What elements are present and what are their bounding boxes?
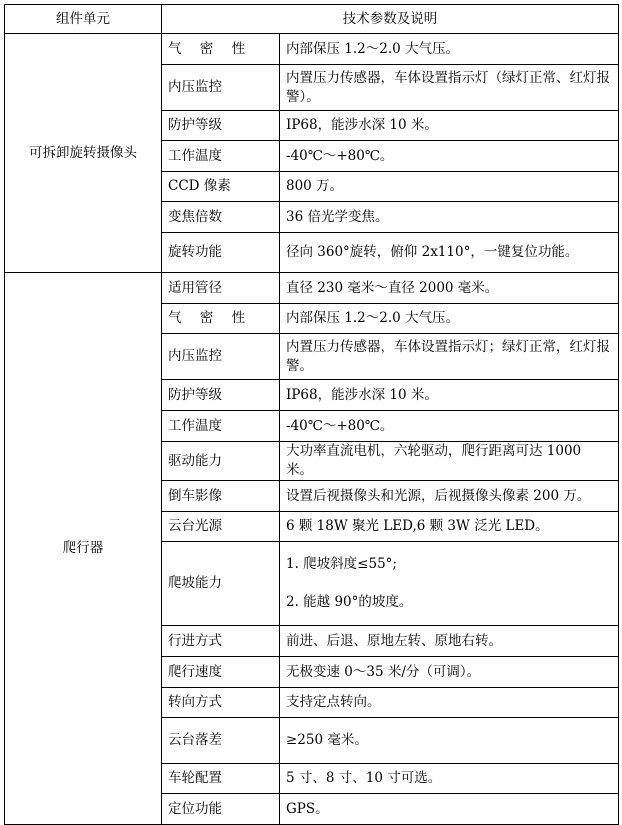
param-cell: 爬行速度: [162, 657, 280, 688]
param-cell: 旋转功能: [162, 233, 280, 273]
param-cell: 防护等级: [162, 111, 280, 141]
param-cell: 工作温度: [162, 141, 280, 172]
param-cell: 云台光源: [162, 512, 280, 542]
spec-table: [4, 4, 619, 825]
desc-cell: -40℃～+80℃。: [280, 141, 619, 172]
header-row: [5, 5, 619, 34]
param-cell: CCD 像素: [162, 172, 280, 202]
climb-item: 1. 爬坡斜度≤55°;: [286, 556, 397, 572]
desc-cell: IP68，能涉水深 10 米。: [280, 111, 619, 141]
header-spec: 技术参数及说明: [162, 5, 619, 34]
header-unit: 组件单元: [5, 5, 162, 34]
desc-cell: 800 万。: [280, 172, 619, 202]
desc-cell: 前进、后退、原地左转、原地右转。: [280, 626, 619, 657]
desc-cell: 设置后视摄像头和光源，后视摄像头像素 200 万。: [280, 481, 619, 512]
param-cell: 内压监控: [162, 334, 280, 380]
desc-cell: 内置压力传感器，车体设置指示灯（绿灯正常、红灯报警）。: [280, 65, 619, 111]
param-cell: 爬坡能力: [162, 542, 280, 626]
desc-cell: 36 倍光学变焦。: [280, 202, 619, 233]
param-cell: 驱动能力: [162, 442, 280, 481]
unit-crawler: 爬行器: [5, 273, 162, 825]
desc-cell: ≥250 毫米。: [280, 718, 619, 764]
desc-cell: 径向 360°旋转，俯仰 2x110°，一键复位功能。: [280, 233, 619, 273]
desc-cell: 支持定点转向。: [280, 688, 619, 718]
param-cell: 定位功能: [162, 794, 280, 825]
param-cell: 倒车影像: [162, 481, 280, 512]
param-cell: 云台落差: [162, 718, 280, 764]
param-cell: 适用管径: [162, 273, 280, 304]
table-row: [5, 34, 619, 65]
desc-cell: 无极变速 0～35 米/分（可调）。: [280, 657, 619, 688]
table-row: [5, 273, 619, 304]
desc-cell: GPS。: [280, 794, 619, 825]
desc-cell: IP68，能涉水深 10 米。: [280, 380, 619, 411]
desc-cell: 直径 230 毫米～直径 2000 毫米。: [280, 273, 619, 304]
desc-cell: 大功率直流电机，六轮驱动，爬行距离可达 1000 米。: [280, 442, 619, 481]
param-cell: 内压监控: [162, 65, 280, 111]
param-cell: 工作温度: [162, 411, 280, 442]
param-cell: 转向方式: [162, 688, 280, 718]
desc-cell: 5 寸、8 寸、10 寸可选。: [280, 764, 619, 794]
param-cell: 车轮配置: [162, 764, 280, 794]
param-cell: 行进方式: [162, 626, 280, 657]
param-cell: 气 密 性: [162, 34, 280, 65]
climb-item: 2. 能越 90°的坡度。: [286, 594, 413, 610]
param-cell: 防护等级: [162, 380, 280, 411]
desc-cell: 内部保压 1.2～2.0 大气压。: [280, 304, 619, 334]
param-cell: 变焦倍数: [162, 202, 280, 233]
param-cell: 气 密 性: [162, 304, 280, 334]
unit-camera: 可拆卸旋转摄像头: [5, 34, 162, 273]
desc-cell: -40℃～+80℃。: [280, 411, 619, 442]
desc-cell: [280, 542, 619, 626]
desc-cell: 内置压力传感器，车体设置指示灯；绿灯正常，红灯报警。: [280, 334, 619, 380]
desc-cell: 内部保压 1.2～2.0 大气压。: [280, 34, 619, 65]
desc-cell: 6 颗 18W 聚光 LED,6 颗 3W 泛光 LED。: [280, 512, 619, 542]
